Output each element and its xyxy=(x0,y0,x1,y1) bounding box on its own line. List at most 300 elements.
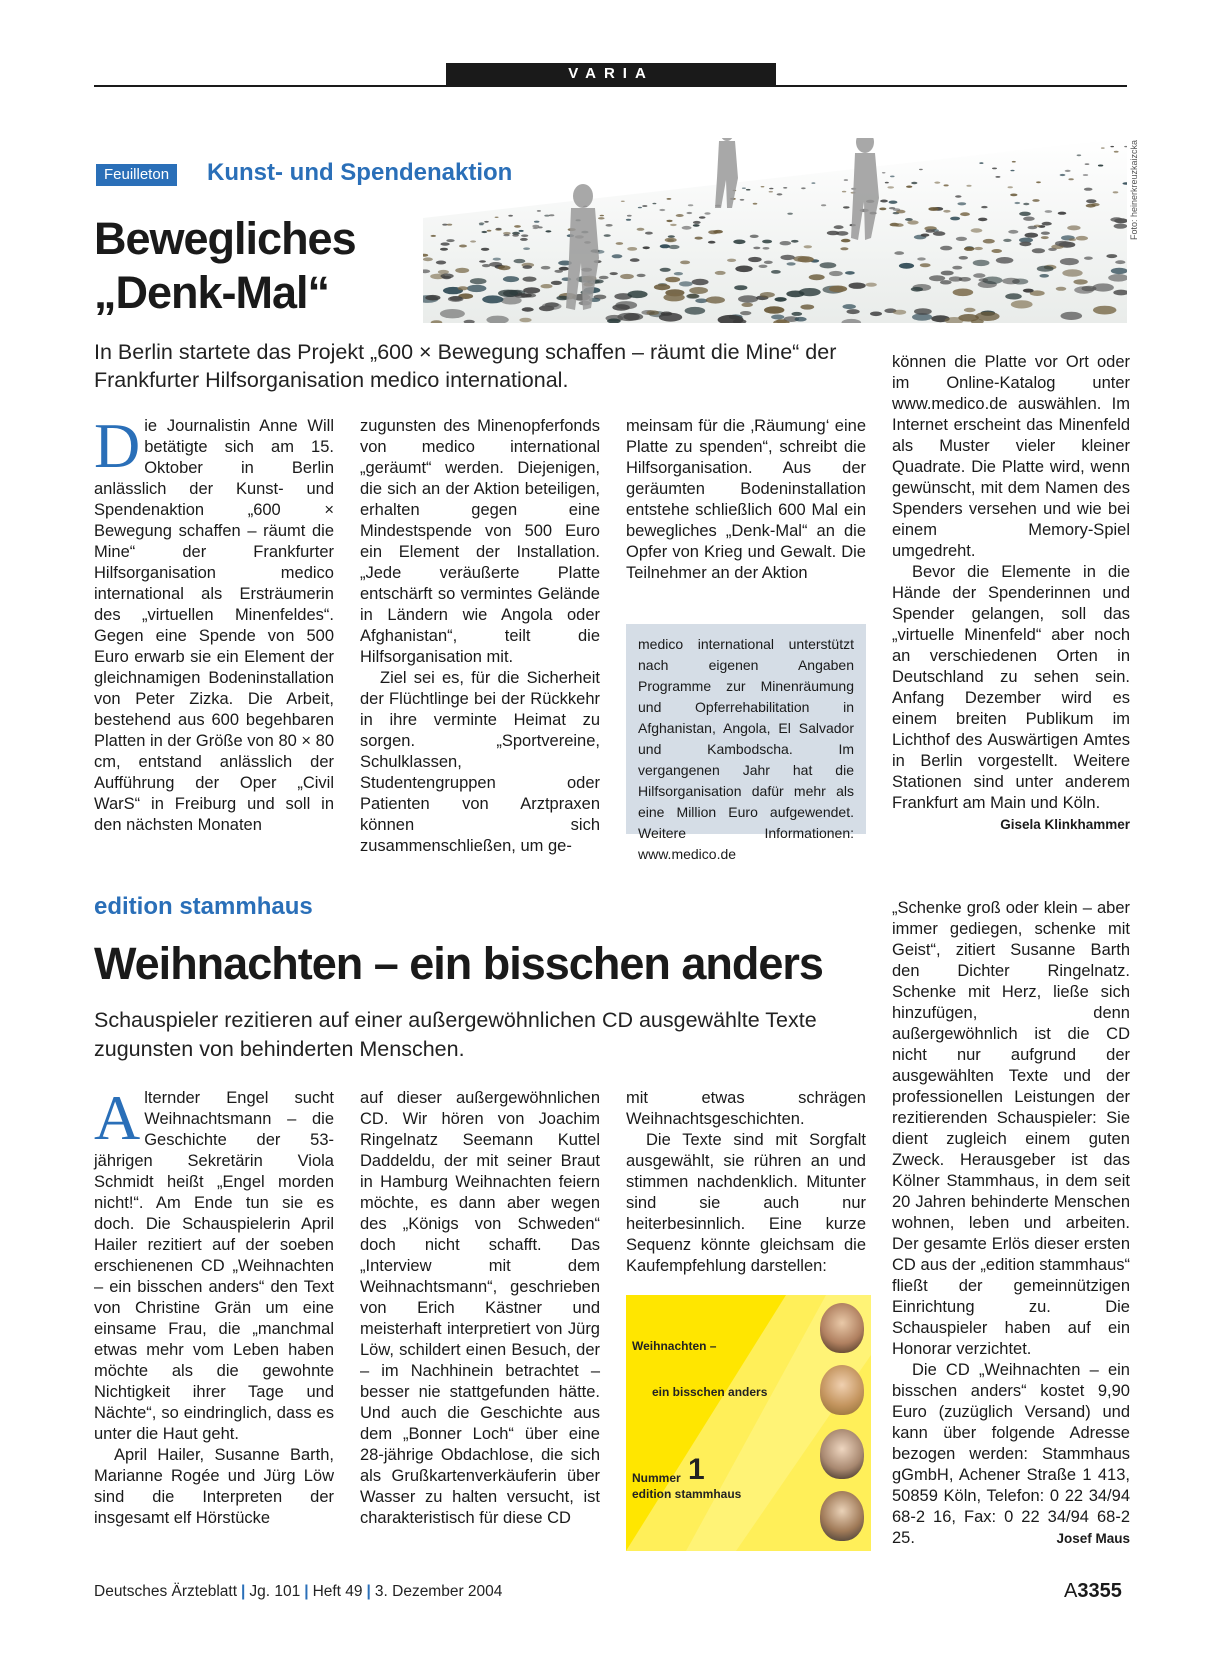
photo-plate xyxy=(442,224,447,226)
photo-plate xyxy=(1041,232,1050,235)
photo-plate xyxy=(894,223,904,227)
volume: Jg. 101 xyxy=(249,1583,301,1600)
paragraph: meinsam für die ‚Räumung‘ eine Platte zu spenden“, schreibt die Hilfsorganisation. Aus der geräumten Bodeninstallation entstehe schließlich 600 Mal ein bewegliches „Denk-Mal“ an die Opfer von Krieg und Gewalt. Die Teilnehmer an der Aktion xyxy=(626,417,866,582)
photo-plate xyxy=(940,246,952,251)
photo-plate xyxy=(885,182,889,184)
photo-plate xyxy=(769,191,773,193)
photo-plate xyxy=(964,308,976,312)
photo-plate xyxy=(519,230,524,232)
photo-plate xyxy=(733,240,745,245)
photo-plate xyxy=(440,309,465,318)
photo-plate xyxy=(769,188,773,190)
photo-plate xyxy=(440,248,448,251)
author-byline: Gisela Klinkhammer xyxy=(1000,817,1130,832)
photo-plate xyxy=(1084,188,1093,191)
photo-plate xyxy=(973,273,985,278)
photo-plate xyxy=(1032,199,1039,202)
photo-plate xyxy=(676,214,684,217)
photo-plate xyxy=(467,285,487,292)
photo-plate xyxy=(686,212,692,214)
photo-plate xyxy=(519,318,531,323)
photo-plate xyxy=(960,212,970,216)
photo-plate xyxy=(508,215,513,217)
dropcap: D xyxy=(94,410,141,481)
photo-plate xyxy=(787,213,793,215)
photo-plate xyxy=(670,224,677,226)
dropcap: A xyxy=(94,1082,141,1153)
photo-plate xyxy=(598,217,605,219)
photo-plate xyxy=(809,274,825,280)
photo-plate xyxy=(759,265,768,268)
photo-plate xyxy=(1041,236,1049,239)
article1-lead: In Berlin startete das Projekt „600 × Bewegung schaffen – räumt die Mine“ der Frankfurter Hilfsorganisation medico international. xyxy=(94,340,837,392)
photo-plate xyxy=(1036,181,1041,183)
photo-plate xyxy=(777,193,783,195)
photo-plate xyxy=(654,284,670,290)
photo-plate xyxy=(843,304,856,309)
minefield-photo xyxy=(423,138,1127,323)
photo-plate xyxy=(646,310,659,315)
paragraph xyxy=(94,1082,334,1445)
photo-plate xyxy=(829,286,847,293)
photo-plate xyxy=(1008,230,1018,234)
article2-column4 xyxy=(892,898,1130,1549)
article2-headline: Weihnachten – ein bisschen anders xyxy=(94,938,823,989)
article2-column3 xyxy=(626,1088,866,1277)
photo-plate xyxy=(761,186,765,187)
author-byline: Josef Maus xyxy=(1056,1531,1130,1546)
photo-plate xyxy=(1023,217,1035,221)
portrait-2 xyxy=(820,1365,864,1415)
photo-plate xyxy=(882,172,886,173)
photo-plate xyxy=(1061,312,1083,320)
photo-plate xyxy=(1101,147,1105,148)
photo-plate xyxy=(971,228,983,232)
photo-plate xyxy=(693,221,701,224)
photo-plate xyxy=(842,191,846,193)
photo-plate xyxy=(735,266,752,273)
article1-kicker: Kunst- und Spendenaktion xyxy=(207,159,513,186)
photo-plate xyxy=(1110,217,1122,222)
portrait-1 xyxy=(820,1303,864,1353)
photo-plate xyxy=(660,268,671,272)
photo-plate xyxy=(482,264,491,267)
photo-plate xyxy=(642,205,647,207)
info-box: medico international unterstützt nach eigenen Angaben Programme zur Minenräumung und Opferrehabilitation in Afghanistan, Angola, El Salvador und Kambodscha. Im vergangenen Jahr hat die Hilfsorganisation dafür mehr als eine Million Euro aufgewendet. Weitere Informationen: www.medico.de xyxy=(626,624,866,834)
photo-plate xyxy=(551,281,562,285)
photo-plate xyxy=(727,259,736,262)
photo-plate xyxy=(1010,194,1017,197)
issue-date: 3. Dezember 2004 xyxy=(374,1583,503,1600)
photo-plate xyxy=(459,245,467,248)
paragraph: Die Texte sind mit Sorgfalt ausgewählt, sie rühren an und stimmen nachdenklich. Mitunter sind sie auch nur heiterbesinnlich. Eine kurze Sequenz könnte gleichsam die Kaufempfehlung darstellen: xyxy=(626,1131,866,1275)
photo-plate xyxy=(441,242,450,245)
photo-plate xyxy=(746,189,751,191)
photo-plate xyxy=(455,268,469,273)
photo-plate xyxy=(1083,174,1088,176)
photo-plate xyxy=(844,179,848,181)
photo-plate xyxy=(894,251,904,255)
photo-plate xyxy=(742,188,746,189)
photo-plate xyxy=(1085,163,1090,165)
photo-plate xyxy=(549,214,554,216)
photo-plate xyxy=(423,257,433,261)
photo-plate xyxy=(680,261,690,265)
photo-plate xyxy=(689,287,708,294)
photo-plate xyxy=(544,215,549,217)
photo-plate xyxy=(496,228,502,230)
photo-plate xyxy=(514,259,526,263)
photo-plate xyxy=(1068,178,1073,180)
photo-plate xyxy=(845,271,855,275)
photo-plate xyxy=(919,169,923,170)
photo-plate xyxy=(829,271,843,276)
photo-plate xyxy=(920,263,931,267)
photo-plate xyxy=(889,207,895,209)
paragraph: „Schenke groß oder klein – aber immer gediegen, schenke mit Geist“, zitiert Susanne Barth den Dichter Ringelnatz. Schenke mit Herz, ließe sich hinzufügen, denn außergewöhnlich ist die CD nicht nur aufgrund der ausgewählten Texte und der professionellen Leistungen der rezitierenden Schauspieler: Sie dient zugleich einem guten Zweck. Herausgeber ist das Kölner Stammhaus, in dem seit 20 Jahren behinderte Menschen wohnen, leben und arbeiten. Der gesamte Erlös dieser ersten CD aus der „edition stammhaus“ fließt der gemeinnützigen Einrichtung zu. Die Schauspieler haben auf ein Honorar verzichtet. xyxy=(892,899,1130,1358)
article1-column2 xyxy=(360,416,600,857)
photo-plate xyxy=(1062,269,1082,277)
photo-plate xyxy=(695,237,703,240)
photo-plate xyxy=(1010,170,1014,172)
footer-citation xyxy=(94,1583,502,1601)
section-label: VARIA xyxy=(446,63,776,85)
photo-plate xyxy=(966,185,971,187)
photo-plate xyxy=(804,245,812,248)
photo-plate xyxy=(926,229,935,233)
page-prefix: A xyxy=(1064,1580,1078,1602)
photo-plate xyxy=(750,235,759,238)
photo-plate xyxy=(996,257,1014,264)
photo-plate xyxy=(523,247,530,250)
photo-plate xyxy=(503,276,519,282)
photo-plate xyxy=(1106,254,1117,258)
photo-plate xyxy=(1023,289,1034,293)
photo-plate xyxy=(615,301,637,309)
photo-plate xyxy=(928,207,938,211)
photo-plate xyxy=(523,287,540,293)
photo-plate xyxy=(1060,174,1066,176)
photo-plate xyxy=(521,234,528,237)
photo-plate xyxy=(1056,287,1067,291)
photo-plate xyxy=(811,182,815,184)
photo-plate xyxy=(438,270,449,274)
photo-plate xyxy=(753,247,760,250)
photo-plate xyxy=(659,313,682,322)
photo-plate xyxy=(1115,260,1125,264)
photo-plate xyxy=(708,241,716,244)
photo-plate xyxy=(791,312,802,316)
photo-plate xyxy=(522,307,534,311)
photo-plate xyxy=(638,207,642,209)
photo-plate xyxy=(693,224,700,227)
photo-plate xyxy=(682,226,692,230)
photo-plate xyxy=(762,240,772,244)
photo-plate xyxy=(764,261,773,264)
photo-plate xyxy=(498,265,511,270)
photo-plate xyxy=(834,225,844,229)
photo-plate xyxy=(1092,283,1114,291)
photo-plate xyxy=(1113,191,1119,193)
photo-plate xyxy=(652,203,656,205)
photo-plate xyxy=(1045,210,1053,213)
photo-plate xyxy=(879,208,886,211)
photo-plate xyxy=(1067,225,1080,230)
photo-plate xyxy=(956,237,967,241)
paragraph: auf dieser außergewöhnlichen CD. Wir hören von Joachim Ringelnatz Seemann Kuttel Daddeldu, der mit seiner Braut in Hamburg Weihnachten feiern möchte, es dann aber wegen des „Königs von Schweden“ doch nicht schafft. Das „Interview mit dem Weihnachtsmann“, geschrieben von Erich Kästner und meisterhaft interpretiert von Jürg Löw, schildert einen Besuch, der – im Nachhinein betrachtet – besser nie stattgefunden hätte. Und auch die Geschichte aus dem „Bonner Loch“ über eine 28-jährige Obdachlose, die sich als Grußkartenverkäuferin über Wasser zu halten versucht, ist charakteristisch für diese CD xyxy=(360,1089,600,1527)
photo-plate xyxy=(479,222,485,224)
photo-plate xyxy=(1086,199,1096,203)
article1-column4 xyxy=(892,352,1130,835)
article1-column3 xyxy=(626,416,866,584)
photo-plate xyxy=(627,291,647,299)
photo-plate xyxy=(487,230,492,232)
photo-plate xyxy=(692,279,709,285)
article2-column2 xyxy=(360,1088,600,1529)
portrait-3 xyxy=(820,1429,864,1479)
photo-plate xyxy=(979,162,983,164)
photo-plate xyxy=(610,272,618,275)
photo-plate xyxy=(1028,226,1038,230)
headline-line2: „Denk-Mal“ xyxy=(94,267,330,318)
photo-plate xyxy=(917,257,926,260)
article2-column1 xyxy=(94,1082,334,1529)
photo-plate xyxy=(668,245,679,249)
photo-plate xyxy=(1011,300,1033,308)
photo-plate xyxy=(1114,151,1119,153)
photo-plate xyxy=(1019,242,1031,247)
photo-plate xyxy=(1098,165,1103,167)
photo-plate xyxy=(523,277,537,282)
photo-plate xyxy=(520,293,532,297)
photo-plate xyxy=(479,260,486,263)
photo-plate xyxy=(659,209,665,211)
photo-plate xyxy=(1032,248,1045,253)
photo-plate xyxy=(740,311,751,315)
photo-plate xyxy=(933,231,945,236)
photo-plate xyxy=(537,210,541,212)
photo-plate xyxy=(760,292,775,298)
cd-label: edition stammhaus xyxy=(632,1487,742,1501)
photo-plate xyxy=(503,232,511,235)
photo-plate xyxy=(1114,224,1127,229)
photo-plate xyxy=(523,265,533,269)
cd-cover-image xyxy=(626,1295,871,1551)
photo-plate xyxy=(1019,212,1031,216)
photo-plate xyxy=(554,270,563,273)
photo-plate xyxy=(787,262,796,265)
photo-plate xyxy=(866,283,877,287)
paragraph: mit etwas schrägen Weihnachtsgeschichten. xyxy=(626,1089,866,1128)
photo-plate xyxy=(1073,279,1087,284)
photo-plate xyxy=(798,256,814,262)
paragraph-text: Die CD „Weihnachten – ein bisschen anders“ kostet 9,90 Euro (zuzüglich Versand) und kann über folgende Adresse bezogen werden: Stammhaus gGmbH, Achener Straße 1 413, 50859 Köln, Telefon: 0 22 34/94 68-2 16, Fax: 0 22 34/94 68-2 25. xyxy=(892,1361,1130,1547)
photo-plate xyxy=(715,271,726,275)
header-rule xyxy=(94,85,1127,87)
photo-plate xyxy=(436,261,446,265)
paragraph: April Hailer, Susanne Barth, Marianne Rogée und Jürg Löw sind die Interpreten der insgesamt elf Hörstücke xyxy=(94,1446,334,1527)
page-number-value: 3355 xyxy=(1077,1580,1122,1602)
photo-plate xyxy=(1077,154,1082,156)
photo-plate xyxy=(934,182,940,184)
photo-plate xyxy=(606,224,613,227)
photo-plate xyxy=(604,234,611,237)
paragraph: Ziel sei es, für die Sicherheit der Flüchtlinge bei der Rückkehr in ihre verminte Heimat zu sorgen. „Sportvereine, Schulklassen, Studentengruppen oder Patienten von Arztpraxen können sich zusammenschließen, um ge- xyxy=(360,669,600,855)
photo-plate xyxy=(1110,146,1114,147)
photo-plate xyxy=(470,278,487,284)
photo-plate xyxy=(952,266,962,270)
photo-plate xyxy=(545,230,551,232)
photo-plate xyxy=(795,317,807,322)
photo-plate xyxy=(645,232,653,235)
photo-plate xyxy=(841,239,851,243)
article1-column1 xyxy=(94,410,334,836)
photo-plate xyxy=(911,287,923,292)
photo-plate xyxy=(1037,266,1054,272)
issue: Heft 49 xyxy=(312,1583,363,1600)
page-number xyxy=(1064,1580,1122,1603)
photo-plate xyxy=(949,276,963,281)
photo-plate xyxy=(791,240,799,243)
photo-plate xyxy=(907,220,918,224)
photo-plate xyxy=(753,203,758,205)
photo-plate xyxy=(741,303,753,307)
photo-plate xyxy=(889,201,898,204)
photo-plate xyxy=(957,202,966,205)
photo-plate xyxy=(1055,241,1070,247)
photo-plate xyxy=(1084,257,1093,260)
photo-plate xyxy=(666,220,672,222)
photo-plate xyxy=(616,242,624,245)
photo-plate xyxy=(849,283,866,289)
photo-plate xyxy=(1003,239,1011,242)
photo-plate xyxy=(899,263,914,269)
separator: | xyxy=(304,1583,309,1600)
photo-plate xyxy=(978,218,987,222)
photo-plate xyxy=(1093,306,1116,315)
photo-plate xyxy=(514,225,521,228)
photo-plate xyxy=(533,227,539,229)
photo-plate xyxy=(800,304,814,309)
photo-plate xyxy=(520,238,528,241)
photo-plate xyxy=(699,216,706,218)
photo-plate xyxy=(1069,238,1077,241)
photo-plate xyxy=(667,198,672,200)
headline-line1: Bewegliches xyxy=(94,213,356,264)
photo-plate xyxy=(953,289,974,297)
photo-plate xyxy=(1039,274,1049,278)
photo-plate xyxy=(660,244,670,248)
photo-plate xyxy=(1008,186,1013,188)
photo-plate xyxy=(979,278,989,282)
photo-plate xyxy=(764,306,784,314)
photo-plate xyxy=(620,274,634,279)
photo-plate xyxy=(495,217,499,218)
paragraph-text: Bevor die Elemente in die Hände der Spenderinnen und Spender gelangen, soll das „virtuelle Minenfeld“ aber noch an verschiedenen Orten in Deutschland zu sehen sein. Anfang Dezember wird es einem breiten Publikum im Lichthof des Auswärtigen Amtes in Berlin vorgestellt. Weitere Stationen sind unter anderem Frankfurt am Main und Köln. xyxy=(892,563,1130,812)
photo-plate xyxy=(665,277,680,283)
photo-plate xyxy=(637,274,646,277)
photo-plate xyxy=(870,312,882,317)
photo-plate xyxy=(748,257,762,262)
photo-plate xyxy=(983,239,995,244)
photo-plate xyxy=(621,201,625,202)
photo-plate xyxy=(600,215,604,217)
photo-plate xyxy=(738,295,758,303)
photo-plate xyxy=(981,206,987,208)
photo-plate xyxy=(890,176,895,178)
photo-plate xyxy=(458,286,468,290)
photo-plate xyxy=(771,315,784,320)
portrait-4 xyxy=(820,1491,864,1541)
separator: | xyxy=(366,1583,371,1600)
photo-plate xyxy=(1060,258,1079,265)
photo-plate xyxy=(771,270,781,274)
photo-plate xyxy=(447,224,452,226)
photo-plate xyxy=(534,221,540,223)
photo-plate xyxy=(843,206,850,208)
photo-plate xyxy=(974,247,983,250)
photo-plate xyxy=(959,256,968,260)
photo-plate xyxy=(740,199,745,201)
photo-plate xyxy=(821,204,826,206)
photo-plate xyxy=(880,200,888,203)
article1-headline xyxy=(94,212,424,320)
photo-plate xyxy=(446,239,454,242)
photo-plate xyxy=(599,276,609,280)
cd-number: 1 xyxy=(688,1453,705,1486)
photo-plate xyxy=(627,247,637,251)
photo-plate xyxy=(911,182,917,184)
photo-plate xyxy=(1074,286,1094,293)
photo-plate xyxy=(713,230,723,234)
photo-plate xyxy=(612,254,623,258)
photo-credit: Foto: heinerkreuzkaizcka xyxy=(1129,139,1139,240)
photo-plate xyxy=(668,235,675,238)
photo-plate xyxy=(836,231,848,236)
photo-plate xyxy=(893,310,906,315)
photo-plate xyxy=(470,240,476,242)
paragraph xyxy=(892,562,1130,832)
photo-plate xyxy=(663,293,684,301)
paragraph: zugunsten des Minenopferfonds von medico international „geräumt“ werden. Diejenigen, die sich an der Aktion beteiligen, erhalten gegen eine Mindestspende von 500 Euro ein Element der Installation. „Jede veräußerte Platte entschärft so vermintes Gelände in Ländern wie Angola oder Afghanistan“, teilt die Hilfsorganisation mit. xyxy=(360,417,600,666)
photo-plate xyxy=(706,296,725,303)
photo-plate xyxy=(847,309,860,314)
photo-plate xyxy=(512,234,519,237)
photo-plate xyxy=(643,246,650,249)
photo-plate xyxy=(630,258,640,262)
photo-plate xyxy=(481,248,489,251)
photo-plate xyxy=(887,186,894,188)
photo-plate xyxy=(995,176,1000,178)
photo-plate xyxy=(905,218,913,221)
photo-plate xyxy=(442,276,451,279)
article1-col1-text: ie Journalistin Anne Will betätigte sich am 15. Oktober in Berlin anlässlich der Kunst- und Spendenaktion „600 × Bewegung schaffen – räumt die Mine“ der Frankfurter Hilfsorganisation medico international als Ersträumerin des „virtuellen Minenfeldes“. Gegen eine Spende von 500 Euro erwarb sie ein Element der gleichnamigen Bodeninstallation von Peter Zizka. Die Arbeit, bestehend aus 600 begehbaren Platten in der Größe von 80 × 80 cm, entstand anlässlich der Aufführung der Oper „Civil WarS“ in Freiburg und soll in den nächsten Monaten xyxy=(94,417,334,834)
photo-plate xyxy=(734,285,747,290)
photo-plate xyxy=(964,247,975,251)
photo-plate xyxy=(484,221,489,223)
photo-plate xyxy=(1005,293,1022,299)
photo-plate xyxy=(840,247,848,250)
photo-plate xyxy=(1076,236,1088,241)
journal-name: Deutsches Ärzteblatt xyxy=(94,1583,238,1600)
photo-plate xyxy=(801,187,806,189)
photo-plate xyxy=(695,299,707,304)
photo-plate xyxy=(943,210,950,213)
photo-plate xyxy=(1058,212,1067,215)
photo-plate xyxy=(780,255,794,260)
photo-plate xyxy=(627,215,632,217)
photo-plate xyxy=(975,312,999,321)
